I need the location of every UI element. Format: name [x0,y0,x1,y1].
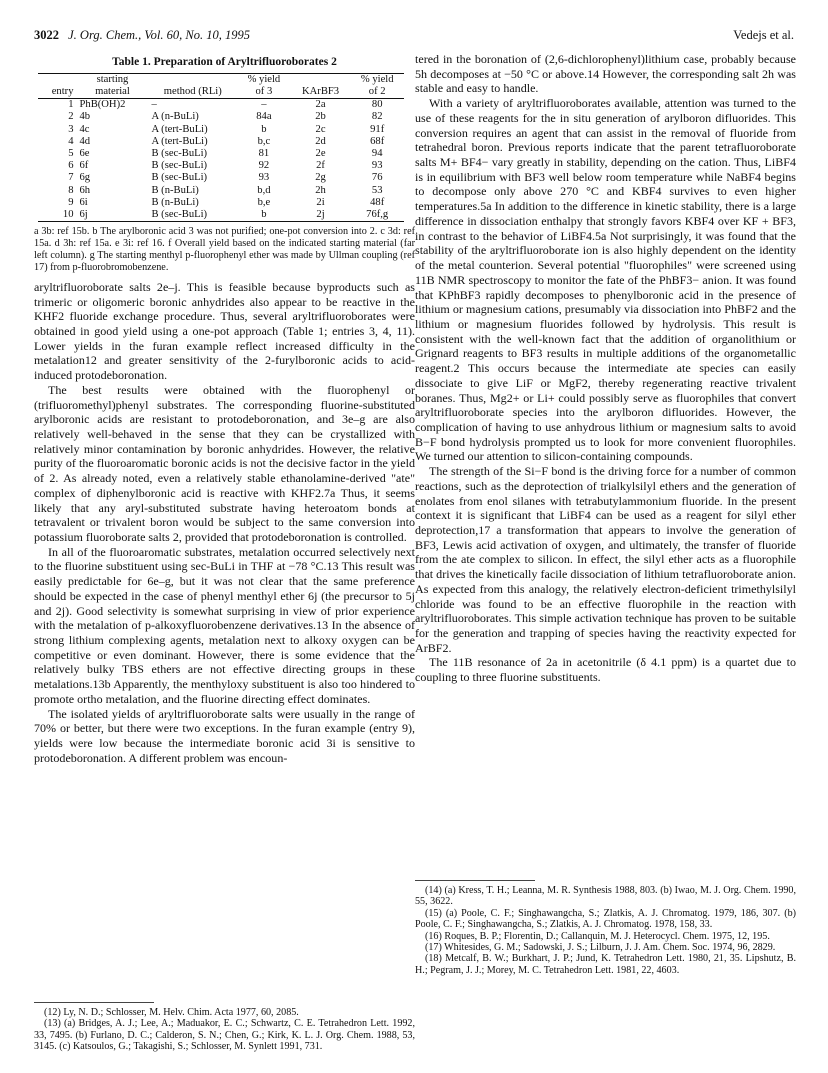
th-top-method [148,73,237,86]
footnote-rule [34,1002,154,1003]
cell-yield3: 92 [258,160,270,172]
th-entry: entry [38,86,77,99]
cell-entry: 10 [38,209,77,222]
th-top-entry [38,73,77,86]
cell-yield2: 68f [370,135,385,147]
page-number: 3022 [34,28,59,42]
cell-material: 4c [79,123,90,135]
footnote-rule [415,880,535,881]
cell-yield2: 93 [371,160,383,172]
reference-entry: (15) (a) Poole, C. F.; Singhawangcha, S.; Zlatkis, A. J. Chromatog. 1979, 186, 307. (b) Poole, C. F.; Singhawangcha, S.; Zlatkis, A. J. Chromatog. 1978, 158, 33. [415,907,796,931]
header-left [34,28,250,43]
cell-yield3: b,d [257,184,271,196]
cell-method: B (sec-BuLi) [151,147,208,159]
cell-material: 6f [79,160,89,172]
table-row [38,124,404,136]
cell-karbf3: 2i [316,196,325,208]
left-body-text [34,280,415,766]
cell-yield3: 93 [258,172,270,184]
cell-material: 6g [79,172,91,184]
cell-karbf3: 2h [315,184,326,196]
reference-entry: (18) Metcalf, B. W.; Burkhart, J. P.; Jund, K. Tetrahedron Lett. 1980, 21, 35. Lipshutz, B. H.; Pegram, J. J.; Morey, M. C. Tetrahedron Lett. 1981, 22, 4603. [415,953,796,976]
cell-method: A (tert-BuLi) [151,135,208,147]
table-row [38,148,404,160]
cell-yield3: b [237,209,291,222]
reference-entry: (16) Roques, B. P.; Florentin, D.; Callanquin, M. J. Heterocycl. Chem. 1975, 12, 195. [425,930,770,942]
table-footnote: a 3b: ref 15b. b The arylboronic acid 3 was not purified; one-pot conversion into 2. c 3d: ref 15a. d 3h: ref 15a. e 3i: ref 16. f Overall yield based on the indicated starting material (far left column). g The starting menthyl p-fluorophenyl ether was made by Ullman coupling (ref 17) from p-fluorobromobenzene. [34,226,415,273]
reference-entry: (12) Ly, N. D.; Schlosser, M. Helv. Chim. Acta 1977, 60, 2085. [44,1007,299,1018]
table-row [38,136,404,148]
cell-method: A (tert-BuLi) [151,123,208,135]
cell-yield2: 53 [371,184,383,196]
cell-yield2: 48f [370,196,385,208]
th-method: method (RLi) [148,86,237,99]
th-karbf3: KArBF3 [291,86,351,99]
cell-yield2: 80 [371,99,383,111]
th-top-yield2: % yield [350,73,404,86]
cell-method: – [151,99,157,111]
cell-method: B (sec-BuLi) [151,160,208,172]
th-yield2: of 2 [350,86,404,99]
cell-entry: 2 [68,111,74,123]
body-paragraph: The best results were obtained with the fluorophenyl or (trifluoromethyl)phenyl substrates. The corresponding fluorine-substituted arylboronic acids are resistant to protodeboronation, and 3e–g are also relatively well-behaved in the sense that they can be crystallized with relatively minor contamination by boronic anhydrides. However, the relative purity of the fluoroaromatic boronic acids is not the decisive factor in the yield of 2. As already noted, even a relatively stable ethanolamine-derived "ate" complex of diphenylboronic acid is reactive with KHF2.7a Thus, it seems likely that any aryl-substituted substrate having heteroatom bonds at tetravalent or trivalent boron would be subject to the same conversion into potassium fluoroborate salts 2, provided that protodeboronation is controlled. [34,382,415,544]
yield-table [38,73,404,222]
body-paragraph: In all of the fluoroaromatic substrates, metalation occurred selectively next to the fluorine substituent using sec-BuLi in THF at −78 °C.13 This result was easily predictable for 6e–g, but it was not clear that the same preference should be expected in the case of phenyl menthyl ether 6j (the precursor to 5j and 2j). Good selectivity is somewhat surprising in view of prior experience with the metalation of p-alkoxyfluorobenzene derivatives.13 In the absence of strong lithium complexing agents, metalation next to alkoxy oxygen can be competitive or even dominant. However, there is some evidence that the relatively bulky TBS ethers are not effective directing groups in these metalations.13b Apparently, the menthyloxy substituent is also too hindered to promote ortho metalation, and the fluorine directing effect dominates. [34,544,415,706]
cell-entry: 5 [68,147,74,159]
journal-citation: J. Org. Chem., Vol. 60, No. 10, 1995 [68,28,250,42]
cell-material: 6h [79,184,91,196]
table-row [38,209,404,222]
cell-yield3: b,c [257,135,271,147]
th-top-material: starting [77,73,149,86]
table-row [38,111,404,123]
th-material: material [77,86,149,99]
cell-karbf3: 2f [316,160,325,172]
cell-yield2: 94 [371,147,383,159]
reference-entry: (13) (a) Bridges, A. J.; Lee, A.; Maduakor, E. C.; Schwartz, C. E. Tetrahedron Lett. 1992, 33, 7495. (b) Furlano, D. C.; Calderon, S. N.; Chen, G.; Kirk, K. L. J. Org. Chem. 1988, 53, 3145. (c) Katsoulos, G.; Takagishi, S.; Schlosser, M. Synlett 1991, 731. [34,1018,415,1053]
cell-yield2: 91f [370,123,385,135]
cell-karbf3: 2b [315,111,326,123]
th-top-yield3: % yield [237,73,291,86]
cell-method: B (sec-BuLi) [151,172,208,184]
footnotes-left [34,1002,415,1053]
right-column [415,52,796,685]
header-authors: Vedejs et al. [733,28,794,42]
cell-karbf3: 2e [315,147,326,159]
body-paragraph: The strength of the Si−F bond is the driving force for a number of common reactions, such as the deprotection of trialkylsilyl ethers and the generation of enolates from enol silanes with tetrabutylammonium fluoride. In the present context it is significant that LiBF4 can be used as a reagent for silyl ether deprotection,17 a transformation that appears to involve the generation of BF3, Lewis acid activation of oxygen, and ultimately, the transfer of fluoride from the ate complex to silicon. In effect, the silyl ether acts as a fluorophile that drives the kinetically facile dissociation of lithium tetrafluoroborate anion. As expected from this analogy, the relatively electron-deficient trimethylsilyl chloride was found to be an effective fluorophile in the reaction with aryltrifluoroborates. This simple activation technique has proven to be suitable for the generation and trapping of species having the reactivity expected for ArBF2. [415,464,796,655]
cell-entry: 4 [68,135,74,147]
cell-karbf3: 2j [291,209,351,222]
cell-material: 6j [77,209,149,222]
running-header [34,28,794,44]
reference-entry: (17) Whitesides, G. M.; Sadowski, J. S.; Lilburn, J. J. Am. Chem. Soc. 1974, 96, 2829. [425,942,776,954]
cell-entry: 1 [68,99,74,111]
table-title: Table 1. Preparation of Aryltrifluoroborates 2 [112,56,337,68]
cell-yield2: 82 [371,111,383,123]
cell-yield3: 81 [258,147,270,159]
cell-yield3: 84a [256,111,272,123]
cell-method: B (sec-BuLi) [148,209,237,222]
cell-material: PhB(OH)2 [79,99,126,111]
body-paragraph: The isolated yields of aryltrifluoroborate salts were usually in the range of 70% or better, but there were two exceptions. In the furan example (entry 9), yields were low because the intermediate boronic acid 3i is sensitive to protodeboronation. A different problem was encoun- [34,706,415,765]
body-paragraph: With a variety of aryltrifluoroborates available, attention was turned to the use of these reagents for the in situ generation of arylboron difluorides. This conversion requires an agent that can assist in the removal of fluoride from tetrahedral boron. Previous reports indicate that the parent tetrafluoroborate salts M+ BF4− vary greatly in stability, depending on the cation. Thus, LiBF4 is in equilibrium with BF3 well below room temperature while NaBF4 begins to decompose only above 270 °C and KBF4 survives to even higher temperatures.5a In addition to the difference in kinetic stability, there is a large difference in dissociation enthalpy that strongly favors KBF4 over KF + BF3, in contrast to the behavior of LiBF4.5a Not surprisingly, it was found that the stability of the aryltrifluoroborate ion is also highly dependent on the identity of the metal counterion. Several potential "fluorophiles" were screened using 11B NMR spectroscopy to monitor the fate of the PhBF3− anion. It was found that KPhBF3 rapidly decomposes to phenylboronic acid in the presence of lithium or magnesium cations, presumably via dissociation into PhBF2 and the lithium or magnesium fluorides followed by hydrolysis. This result is consistent with the well-known fact that the addition of organolithium or Grignard reagents to BF3 results in multiple additions of the organometallic reagent.2 This occurs because the intermediate ate species can easily dissociate to give LiF or MgF2, thereby regenerating reactive trivalent boranes. Thus, Mg2+ or Li+ could possibly serve as fluorophiles that convert aryltrifluoroborate species into the arylboron difluorides. However, the complication of having to use anhydrous lithium or magnesium salts to avoid B−F bond hydrolysis prompted us to look for more convenient fluorophiles. We turned our attention to silicon-containing compounds. [415,96,796,464]
body-paragraph: The 11B resonance of 2a in acetonitrile (δ 4.1 ppm) is a quartet due to coupling to three fluorine substituents. [415,655,796,685]
footnotes-right [415,880,796,976]
body-paragraph: tered in the boronation of (2,6-dichlorophenyl)lithium case, probably because 5h decomposes at −50 °C or above.14 However, the corresponding salt 2h was stable and easy to handle. [415,52,796,96]
cell-yield3: – [261,99,267,111]
cell-yield2: 76f,g [350,209,404,222]
cell-karbf3: 2d [315,135,326,147]
body-paragraph: aryltrifluoroborate salts 2e–j. This is feasible because byproducts such as trimeric or oligomeric boronic anhydrides also appear to be reactive in the KHF2 fluoride exchange procedure. Thus, several aryltrifluoroborates were obtained in good yield using a one-pot approach (Table 1; entries 3, 4, 11). Lower yields in the furan example reflect increased difficulty in the metalation12 and greater sensitivity of the 2-furylboronic acids to acid-induced protodeboronation. [34,279,415,383]
left-references [34,1007,415,1053]
cell-karbf3: 2a [315,99,326,111]
table-row [38,197,404,209]
right-references [415,885,796,976]
left-column [34,52,415,766]
cell-material: 6i [79,196,88,208]
table-body [38,99,404,222]
cell-method: A (n-BuLi) [151,111,199,123]
cell-karbf3: 2g [315,172,326,184]
cell-yield2: 76 [371,172,383,184]
th-yield3: of 3 [237,86,291,99]
cell-material: 6e [79,147,90,159]
table-row [38,99,404,112]
cell-method: B (n-BuLi) [151,196,199,208]
cell-material: 4b [79,111,91,123]
cell-yield3: b,e [257,196,271,208]
reference-entry: (14) (a) Kress, T. H.; Leanna, M. R. Synthesis 1988, 803. (b) Iwao, M. J. Org. Chem. 1990, 55, 3622. [415,885,796,908]
cell-karbf3: 2c [315,123,326,135]
table-header-row-top [38,73,404,86]
table-header-row-bottom [38,86,404,99]
cell-entry: 3 [68,123,74,135]
cell-yield3: b [261,123,267,135]
table-row [38,172,404,184]
cell-entry: 8 [68,184,74,196]
cell-entry: 9 [68,196,74,208]
cell-entry: 7 [68,172,74,184]
cell-material: 4d [79,135,91,147]
th-top-karbf3 [291,73,351,86]
right-body-text [415,52,796,685]
table-row [38,185,404,197]
cell-entry: 6 [68,160,74,172]
table-row [38,160,404,172]
cell-method: B (n-BuLi) [151,184,199,196]
